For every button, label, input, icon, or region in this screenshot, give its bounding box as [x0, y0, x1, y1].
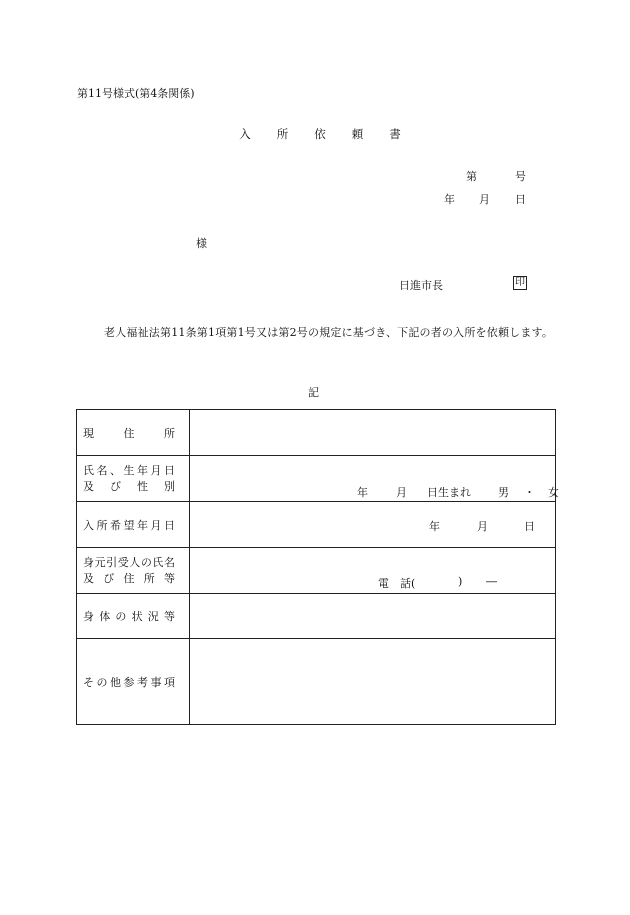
label-char: 別 [164, 479, 175, 493]
title-char: 書 [389, 127, 401, 141]
label-char: 生 [123, 463, 135, 477]
label-char: 況 [147, 610, 159, 623]
table-row-condition [77, 594, 556, 639]
table-row-address [77, 410, 556, 456]
label-char: 、 [110, 463, 121, 477]
label-other-notes [77, 639, 190, 725]
label-char: の [96, 675, 108, 689]
label-physical-condition [77, 594, 190, 639]
label-char: 他 [110, 675, 121, 689]
admission-day-label: 日 [524, 520, 535, 533]
label-char: 日 [164, 518, 175, 532]
sex-female-option[interactable]: 女 [548, 486, 559, 499]
label-char: 住 [123, 426, 135, 440]
label-char: 事 [150, 675, 162, 689]
label-char: 月 [150, 518, 162, 532]
label-char: 等 [163, 610, 175, 623]
name-birth-sex-field[interactable] [190, 456, 559, 502]
label-char: そ [83, 675, 94, 689]
title-char: 入 [239, 127, 251, 141]
label-char: 項 [164, 675, 175, 689]
label-char: 人 [129, 555, 141, 569]
label-char: 所 [143, 571, 155, 585]
admission-month-label: 月 [477, 520, 488, 533]
label-desired-admission-date [77, 502, 190, 548]
label-char: 元 [94, 555, 106, 569]
seal-mark: 印 [515, 277, 525, 288]
addressee-suffix: 様 [196, 237, 207, 250]
phone-dash: ― [486, 575, 497, 588]
table-row-other [77, 639, 556, 725]
label-char: 参 [123, 675, 135, 689]
label-char: 所 [96, 518, 108, 532]
label-char: 及 [83, 571, 94, 585]
label-char: 身 [83, 555, 94, 569]
label-char: 年 [137, 518, 148, 532]
physical-condition-field[interactable] [190, 594, 556, 639]
birth-day-label: 日生まれ [427, 486, 471, 499]
label-char: 住 [123, 571, 135, 585]
other-notes-field[interactable] [190, 639, 556, 725]
label-char: 体 [99, 610, 111, 623]
label-char: 及 [83, 479, 94, 493]
label-char: 望 [123, 518, 135, 532]
request-body-text: 老人福祉法第11条第1項第1号又は第2号の規定に基づき、下記の者の入所を依頼します。 [104, 326, 554, 339]
label-char: 身 [83, 610, 94, 623]
label-char: 年 [137, 463, 148, 477]
label-char: 月 [150, 463, 162, 477]
phone-close-paren: ) [458, 575, 463, 588]
guarantor-field[interactable] [190, 548, 556, 594]
label-name-birth-sex [77, 456, 190, 502]
label-char: 日 [164, 463, 175, 477]
label-char: の [140, 555, 152, 569]
table-row-name [77, 456, 556, 502]
label-char: 考 [137, 675, 148, 689]
label-char: 希 [110, 518, 121, 532]
date-year-label: 年 [444, 193, 455, 206]
phone-label: 電 話( [378, 577, 416, 590]
birth-year-label: 年 [357, 486, 368, 499]
label-char: 氏 [83, 463, 94, 477]
table-row-guarantor [77, 548, 556, 594]
label-char: 性 [137, 479, 148, 493]
label-char: 状 [131, 610, 143, 623]
document-number-suffix: 号 [515, 170, 526, 183]
title-char: 頼 [351, 127, 364, 141]
label-char: 所 [164, 426, 175, 440]
request-form-table [76, 409, 559, 725]
label-char: 名 [163, 555, 175, 569]
label-char: 名 [96, 463, 108, 477]
form-reference: 第11号様式(第4条関係) [77, 87, 195, 100]
issuer-name: 日進市長 [399, 279, 443, 292]
label-char: び [110, 479, 121, 493]
label-char: 入 [83, 518, 94, 532]
label-guarantor [77, 548, 190, 594]
date-day-label: 日 [515, 193, 526, 206]
title-char: 依 [314, 127, 326, 141]
section-heading: 記 [308, 386, 319, 399]
label-char: 等 [164, 571, 175, 585]
sex-separator: ・ [524, 486, 535, 499]
admission-year-label: 年 [429, 520, 440, 533]
date-month-label: 月 [479, 193, 490, 206]
label-char: び [103, 571, 115, 585]
label-char: 現 [83, 426, 94, 440]
current-address-field[interactable] [190, 410, 556, 456]
label-char: 引 [106, 555, 118, 569]
label-char: 氏 [152, 555, 164, 569]
document-title [0, 126, 630, 142]
table-row-admission-date [77, 502, 556, 548]
label-char: の [115, 610, 127, 623]
title-char: 所 [276, 127, 289, 141]
label-current-address [77, 410, 190, 456]
birth-month-label: 月 [396, 486, 407, 499]
admission-date-field[interactable] [190, 502, 556, 548]
label-char: 受 [117, 555, 129, 569]
sex-male-option[interactable]: 男 [498, 486, 509, 499]
document-number-label: 第 [466, 170, 477, 183]
